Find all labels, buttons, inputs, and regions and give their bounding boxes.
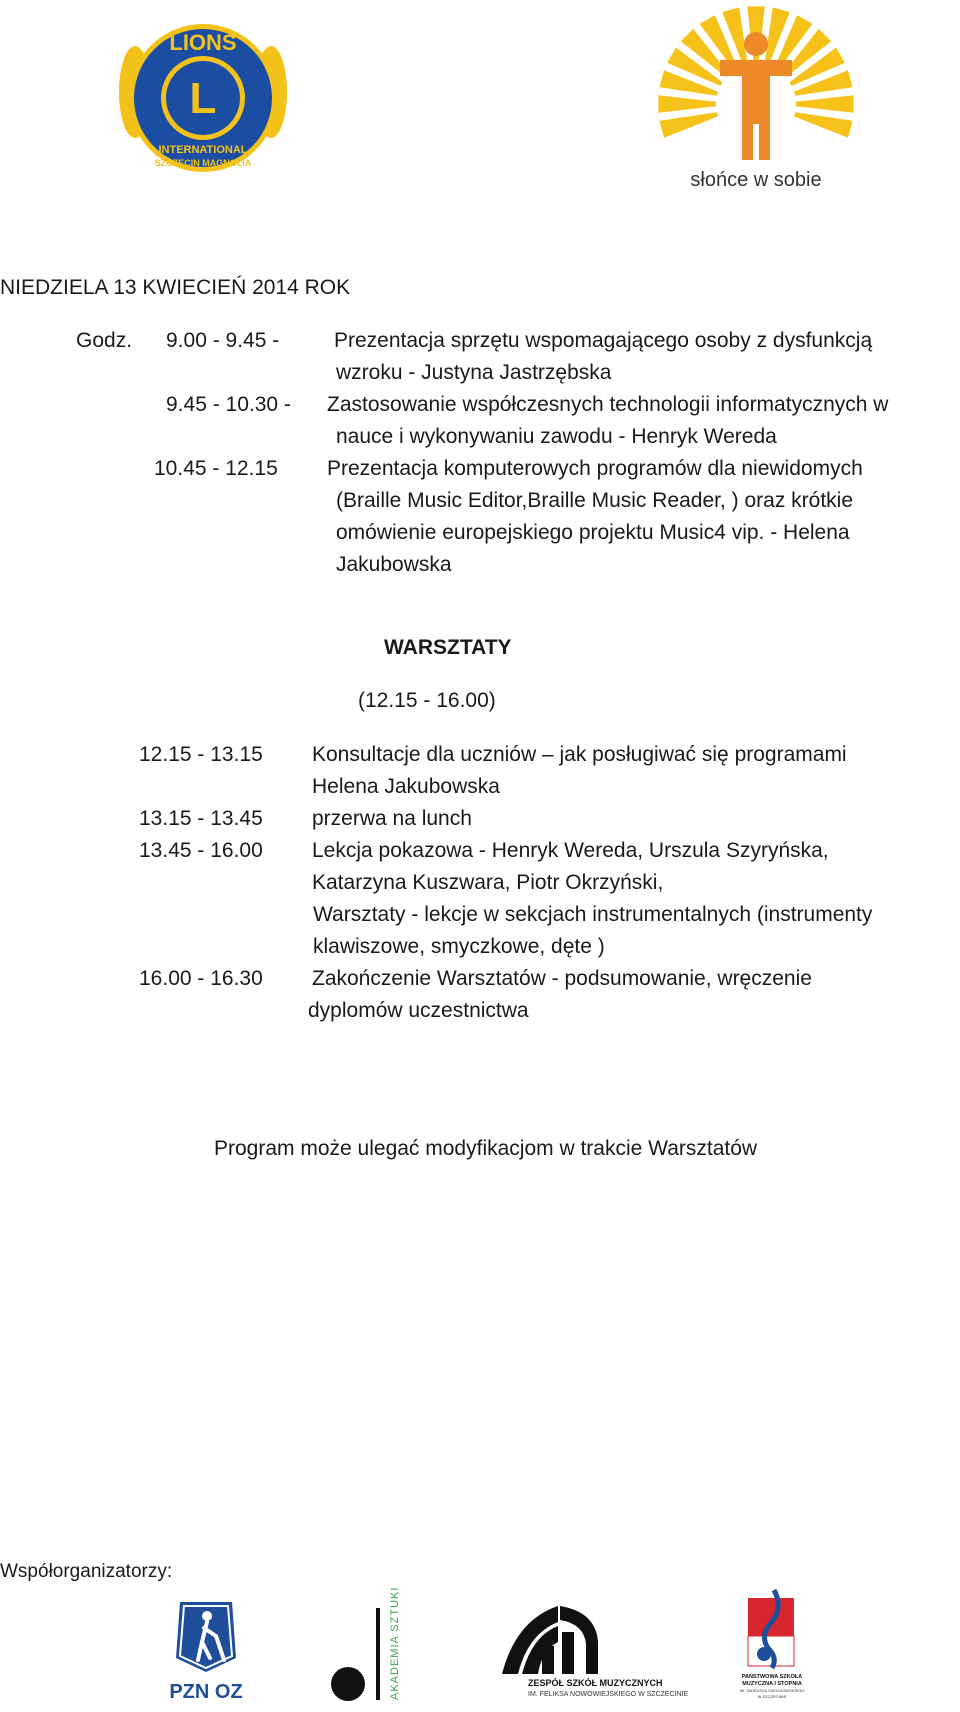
sun-ray bbox=[794, 112, 853, 138]
lions-center-letter: L bbox=[189, 74, 217, 123]
schedule-item-3-line-3: omówienie europejskiego projektu Music4 vip. - Helena bbox=[336, 521, 850, 544]
schedule-item-1-line-2: wzroku - Justyna Jastrzębska bbox=[336, 361, 612, 384]
workshop-item-3-time: 13.45 - 16.00 bbox=[139, 839, 263, 862]
workshop-item-1-line-1: Konsultacje dla uczniów – jak posługiwać się programami bbox=[312, 743, 847, 766]
schedule-item-1-time: 9.00 - 9.45 - bbox=[166, 329, 280, 352]
lions-top-text: LIONS bbox=[169, 30, 237, 55]
lions-ring-text-2: SZCZECIN MAGNOLIA bbox=[154, 158, 252, 168]
psm-line-3: IM. TADEUSZA SZELIGOWSKIEGO bbox=[739, 1688, 805, 1693]
schedule-item-3-line-2: (Braille Music Editor,Braille Music Reader, ) oraz krótkie bbox=[336, 489, 854, 512]
godz-label: Godz. bbox=[76, 329, 133, 352]
slonce-w-sobie-logo bbox=[656, 8, 856, 194]
workshop-item-1-line-2: Helena Jakubowska bbox=[312, 775, 500, 798]
psm-logo bbox=[739, 1588, 805, 1706]
workshop-item-4-time: 16.00 - 16.30 bbox=[139, 967, 263, 990]
sun-ray bbox=[658, 95, 716, 113]
schedule-item-2-time: 9.45 - 10.30 - bbox=[166, 393, 291, 416]
workshop-item-2-line-1: przerwa na lunch bbox=[312, 807, 472, 830]
schedule-item-3-line-1: Prezentacja komputerowych programów dla niewidomych bbox=[327, 457, 863, 480]
workshop-item-3-line-4: klawiszowe, smyczkowe, dęte ) bbox=[313, 935, 605, 958]
workshop-item-4-line-2: dyplomów uczestnictwa bbox=[308, 999, 529, 1022]
schedule-item-3-line-4: Jakubowska bbox=[336, 553, 452, 576]
sun-ray bbox=[659, 112, 718, 138]
workshops-title: WARSZTATY bbox=[384, 636, 512, 659]
date-header: NIEDZIELA 13 KWIECIEŃ 2014 ROK bbox=[0, 276, 351, 299]
akademia-sztuki-logo bbox=[326, 1586, 416, 1704]
psm-line-1: PAŃSTWOWA SZKOŁA bbox=[741, 1674, 803, 1680]
schedule-item-2-line-2: nauce i wykonywaniu zawodu - Henryk Wereda bbox=[336, 425, 777, 448]
schedule-item-2-line-1: Zastosowanie współczesnych technologii informatycznych w bbox=[327, 393, 889, 416]
lions-ring-text-1: INTERNATIONAL bbox=[158, 144, 248, 156]
workshop-item-3-line-1: Lekcja pokazowa - Henryk Wereda, Urszula Szyryńska, bbox=[312, 839, 829, 862]
program-change-note: Program może ulegać modyfikacjom w trakcie Warsztatów bbox=[214, 1137, 758, 1160]
zsm-line-2: IM. FELIKSA NOWOWIEJSKIEGO W SZCZECINIE bbox=[528, 1691, 689, 1698]
schedule-item-3-time: 10.45 - 12.15 bbox=[154, 457, 278, 480]
lions-club-logo bbox=[118, 6, 288, 192]
workshop-item-1-time: 12.15 - 13.15 bbox=[139, 743, 263, 766]
psm-line-2: MUZYCZNA I STOPNIA bbox=[742, 1681, 802, 1687]
akademia-sztuki-text: AKADEMIA SZTUKI bbox=[389, 1586, 401, 1700]
workshop-item-3-line-2: Katarzyna Kuszwara, Piotr Okrzyński, bbox=[312, 871, 664, 894]
workshop-item-2-time: 13.15 - 13.45 bbox=[139, 807, 263, 830]
workshop-item-4-line-1: Zakończenie Warsztatów - podsumowanie, wręczenie bbox=[312, 967, 812, 990]
schedule-item-1-line-1: Prezentacja sprzętu wspomagającego osoby z dysfunkcją bbox=[334, 329, 873, 352]
zsm-line-1: ZESPÓŁ SZKÓŁ MUZYCZNYCH bbox=[528, 1678, 663, 1688]
slonce-caption: słońce w sobie bbox=[690, 169, 822, 191]
workshop-item-3-line-3: Warsztaty - lekcje w sekcjach instrumentalnych (instrumenty bbox=[313, 903, 873, 926]
workshops-range: (12.15 - 16.00) bbox=[358, 689, 496, 712]
co-organizers-label: Współorganizatorzy: bbox=[0, 1561, 173, 1582]
pzn-oz-logo bbox=[169, 1598, 243, 1703]
zsm-logo bbox=[498, 1602, 698, 1702]
sun-ray bbox=[796, 95, 854, 113]
psm-line-4: W SZCZECINIE bbox=[757, 1694, 787, 1699]
pzn-oz-text: PZN OZ bbox=[169, 1681, 243, 1703]
